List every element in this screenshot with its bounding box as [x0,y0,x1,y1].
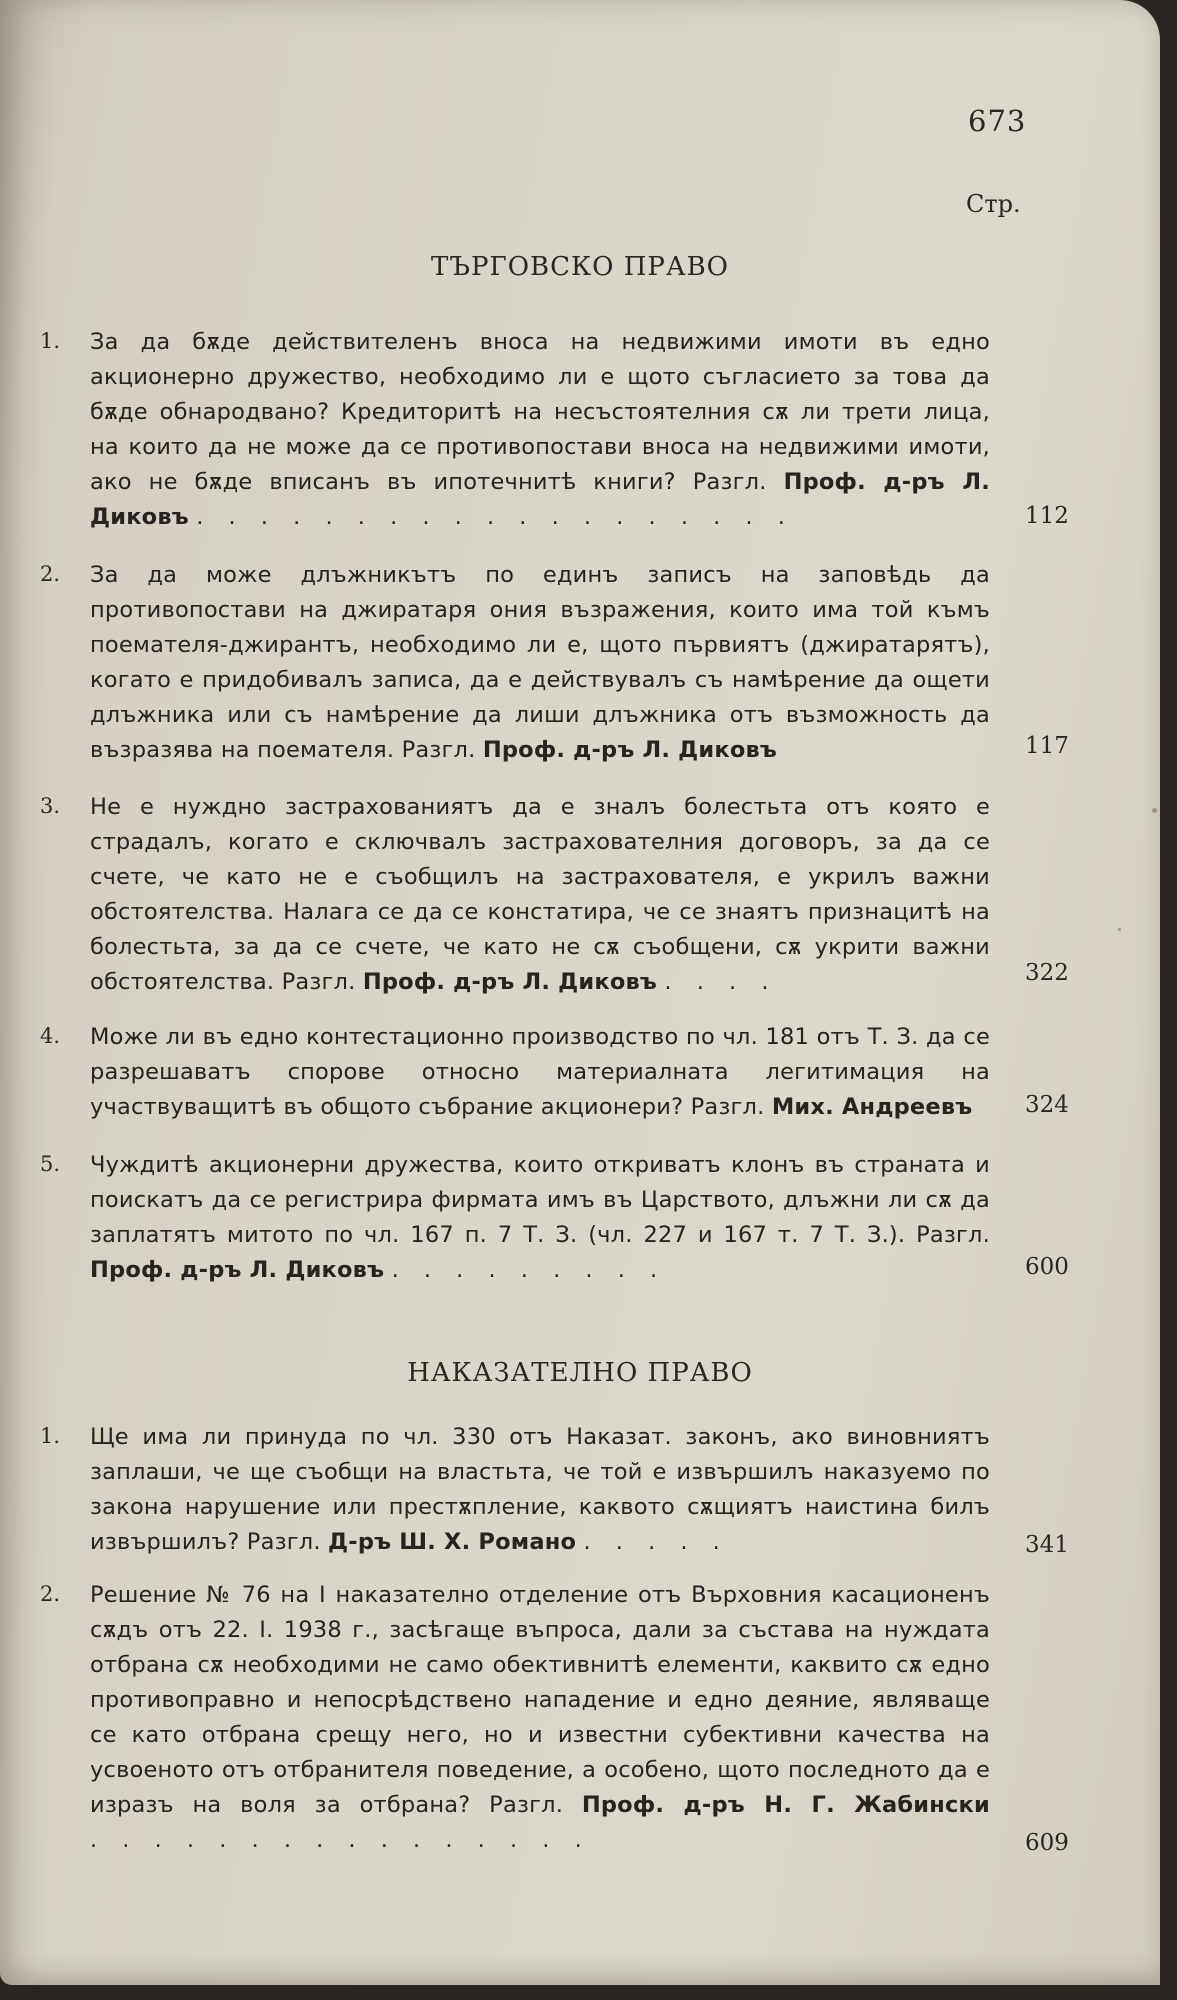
entry-text: Чуждитѣ акционерни дружества, които откриватъ клонъ въ страната и поискатъ да се регистрира фирмата имъ въ Царството, длъжни ли сѫ да заплатятъ митото по чл. 167 п. 7 Т. З. (чл. 227 и 167 т. 7 Т. З.). Разгл. Проф. д-ръ Л. Диковъ . . . . . . . . . [90,1148,990,1288]
page-number: 673 [968,104,1027,138]
entry-author: Мих. Андреевъ [771,1094,973,1120]
entry-text: Ще има ли принуда по чл. 330 отъ Наказат. законъ, ако виновниятъ заплаши, че ще съобщи на властьта, че той е извършилъ наказуемо по закона нарушение или престѫпление, каквото сѫщиятъ наистина билъ извършилъ? Разгл. Д-ръ Ш. Х. Романо . . . . . [90,1420,990,1560]
entry-number: 1. [40,329,61,353]
entry-page-ref: 600 [1025,1254,1069,1280]
entry-text: За да може длъжникътъ по единъ записъ на заповѣдь да противопостави на джиратаря ония възражения, които има той къмъ поемателя-джирантъ, необходимо ли е, щото първиятъ (джиратарятъ), когато е придобивалъ записа, да е действувалъ съ намѣрение да ощети длъжника или съ намѣрение да лиши длъжника отъ възможность да възразява на поемателя. Разгл. Проф. д-ръ Л. Диковъ [90,562,990,763]
page-column-label: Стр. [966,190,1021,218]
entry-number: 2. [40,1582,61,1606]
entry-number: 2. [40,562,61,586]
entry-author: Д-ръ Ш. Х. Романо [328,1529,577,1555]
leader-dots: . . . . . . . . . . . . . . . . [90,1827,591,1853]
entry-page-ref: 112 [1025,503,1069,529]
entry-page-ref: 609 [1025,1830,1069,1856]
leader-dots: . . . . . . . . . . . . . . . . . . . [196,504,794,530]
entry-page-ref: 117 [1025,733,1069,759]
entry-author: Проф. д-ръ Л. Диковъ [90,469,991,530]
section-title-criminal-law: НАКАЗАТЕЛНО ПРАВО [407,1358,753,1388]
entry-author: Проф. д-ръ Н. Г. Жабински [581,1792,990,1818]
entry-author: Проф. д-ръ Л. Диковъ [362,969,658,995]
entry-number: 1. [40,1424,61,1448]
leader-dots: . . . . . [583,1529,729,1555]
leader-dots: . . . . . . . . . [391,1257,667,1283]
entry-author: Проф. д-ръ Л. Диковъ [482,737,778,763]
entry-page-ref: 341 [1025,1532,1069,1558]
paper-spot [1118,928,1121,931]
entry-author: Проф. д-ръ Л. Диковъ [90,1257,385,1283]
entry-number: 3. [40,794,61,818]
entry-page-ref: 322 [1025,960,1069,986]
entry-number: 5. [40,1152,61,1176]
paper-spot [1152,808,1157,813]
section-title-commercial-law: ТЪРГОВСКО ПРАВО [430,252,729,282]
entry-text: За да бѫде действителенъ вноса на недвижими имоти въ едно акционерно дружество, необходимо ли е щото съгласието за това да бѫде обнародвано? Кредиторитѣ на несъстоятелния сѫ ли трети лица, на които да не може да се противопостави вноса на недвижими имоти, ако не бѫде вписанъ въ ипотечнитѣ книги? Разгл. Проф. д-ръ Л. Диковъ . . . . . . . . . . . . . . . . . . . [90,325,990,535]
entry-number: 4. [40,1024,61,1048]
leader-dots: . . . . [664,969,778,995]
entry-text: Решение № 76 на I наказателно отделение отъ Върховния касационенъ сѫдъ отъ 22. I. 1938 г., засѣгаще въпроса, дали за състава на нуждата отбрана сѫ необходими не само обективнитѣ елементи, каквито сѫ едно противоправно и непосрѣдствено нападение и едно деяние, являваще се като отбрана срещу него, но и известни субективни качества на усвоеното отъ отбранителя поведение, а особено, щото последното да е изразъ на воля за отбрана? Разгл. Проф. д-ръ Н. Г. Жабински . . . . . . . . . . . . . . . . [90,1578,990,1858]
entry-text: Не е нуждно застрахованиятъ да е зналъ болестьта отъ която е страдалъ, когато е сключвалъ застрахователния договоръ, за да се счете, че като не е съобщилъ на застрахователя, е укрилъ важни обстоятелства. Налага се да се констатира, че се знаятъ признацитѣ на болестьта, за да се счете, че като не сѫ съобщени, сѫ укрити важни обстоятелства. Разгл. Проф. д-ръ Л. Диковъ . . . . [90,790,990,1000]
entry-page-ref: 324 [1025,1092,1069,1118]
entry-text: Може ли въ едно контестационно производство по чл. 181 отъ Т. З. да се разрешаватъ спорове относно материалната легитимация на участвуващитѣ въ общото събрание акционери? Разгл. Мих. Андреевъ [90,1024,990,1120]
